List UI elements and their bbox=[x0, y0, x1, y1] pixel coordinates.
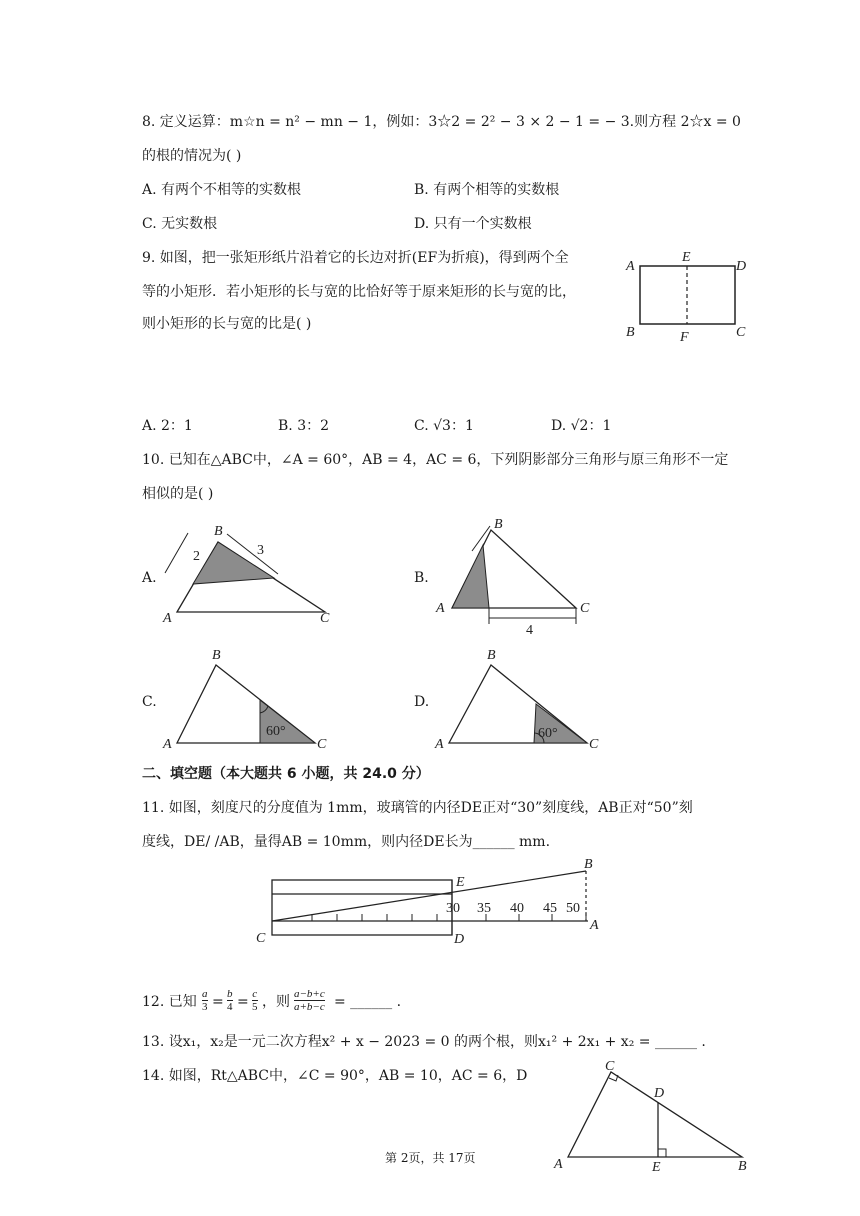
q10a-label-a: A bbox=[163, 611, 172, 626]
q12-expr-den: a+b−c bbox=[294, 1001, 325, 1013]
q10d-angle-label: 60° bbox=[538, 726, 558, 741]
q12-expression-fraction bbox=[294, 988, 325, 1013]
q9-option-c: C. √3：1 bbox=[414, 418, 474, 434]
q14-right-angle-e bbox=[658, 1149, 666, 1157]
q10c-angle-label: 60° bbox=[266, 724, 286, 739]
q14-stem: 14. 如图，Rt△ABC中，∠C = 90°，AB = 10，AC = 6，D bbox=[142, 1068, 528, 1084]
q10-stem-line1: 10. 已知在△ABC中，∠A = 60°，AB = 4，AC = 6，下列阴影部分三角形与原三角形不一定 bbox=[142, 452, 729, 468]
q9-label-a: A bbox=[626, 259, 635, 274]
q10d-label-a: A bbox=[435, 737, 444, 752]
q10b-label-b: B bbox=[494, 517, 503, 532]
q9-label-f: F bbox=[680, 330, 689, 345]
q11-ruler-figure bbox=[250, 854, 610, 950]
q10c-label-b: B bbox=[212, 648, 221, 663]
q10b-num-4: 4 bbox=[526, 623, 533, 638]
q11-tick-50: 50 bbox=[566, 901, 580, 916]
q12-frac-b-num: b bbox=[227, 988, 233, 1000]
q10-figure-d bbox=[432, 645, 612, 755]
q12-expr-num: a−b+c bbox=[294, 988, 325, 1000]
q9-label-b: B bbox=[626, 325, 635, 340]
q11-glass-tube bbox=[272, 880, 452, 935]
q10-option-d: D. bbox=[414, 694, 430, 710]
q9-option-a: A. 2：1 bbox=[142, 418, 193, 434]
q10c-label-c: C bbox=[317, 737, 327, 752]
section-fill-in-heading: 二、填空题（本大题共 6 小题，共 24.0 分） bbox=[142, 766, 430, 782]
q11-label-e: E bbox=[456, 875, 465, 890]
q14-triangle-figure bbox=[550, 1060, 770, 1176]
q8-option-a: A. 有两个不相等的实数根 bbox=[142, 182, 302, 198]
q8-option-d: D. 只有一个实数根 bbox=[414, 216, 532, 232]
q10a-num-2: 2 bbox=[193, 549, 200, 564]
q11-label-c: C bbox=[256, 931, 266, 946]
q11-label-a: A bbox=[590, 918, 599, 933]
q10-figure-a bbox=[160, 522, 340, 632]
q11-tick-35: 35 bbox=[477, 901, 491, 916]
q10b-shaded-triangle bbox=[452, 545, 489, 608]
q9-option-b: B. 3：2 bbox=[278, 418, 330, 434]
q11-stem-line2: 度线，DE/ /AB，量得AB = 10mm，则内径DE长为______ mm. bbox=[142, 834, 551, 850]
q12-frac-a-num: a bbox=[202, 988, 208, 1000]
q11-stem-line1: 11. 如图，刻度尺的分度值为 1mm，玻璃管的内径DE正对“30”刻度线，AB正对“50”刻 bbox=[142, 800, 693, 816]
q10-option-c: C. bbox=[142, 694, 157, 710]
q10a-num-3: 3 bbox=[257, 543, 264, 558]
q10-option-a: A. bbox=[142, 570, 157, 586]
q14-label-e: E bbox=[652, 1160, 661, 1175]
q10a-dimension-2 bbox=[165, 533, 188, 573]
q9-option-d: D. √2：1 bbox=[551, 418, 612, 434]
q12-fraction-c-over-5 bbox=[252, 988, 258, 1013]
q9-label-e: E bbox=[682, 250, 691, 265]
q11-label-b: B bbox=[584, 857, 593, 872]
q12-frac-a-den: 3 bbox=[202, 1001, 208, 1013]
q12-eq1: = bbox=[212, 994, 224, 1010]
q14-label-b: B bbox=[738, 1159, 747, 1174]
q9-rectangle-figure bbox=[620, 248, 760, 348]
q10c-label-a: A bbox=[163, 737, 172, 752]
q12-prefix: 12. 已知 bbox=[142, 994, 197, 1010]
q11-slope-line-cb bbox=[272, 871, 586, 921]
q9-label-d: D bbox=[736, 259, 747, 274]
q10-stem-line2: 相似的是( ) bbox=[142, 486, 214, 502]
q12-fraction-a-over-3 bbox=[202, 988, 208, 1013]
q9-label-c: C bbox=[736, 325, 746, 340]
q8-stem-line1: 8. 定义运算：m☆n = n² − mn − 1，例如：3☆2 = 2² − 3 × 2 − 1 = − 3.则方程 2☆x = 0 bbox=[142, 114, 741, 130]
q12-eq2: = bbox=[237, 994, 249, 1010]
q14-label-a: A bbox=[554, 1157, 563, 1172]
q10a-label-c: C bbox=[320, 611, 330, 626]
q8-option-c: C. 无实数根 bbox=[142, 216, 218, 232]
q10-option-b: B. bbox=[414, 570, 429, 586]
q12-then: ，则 bbox=[262, 994, 290, 1010]
q9-stem-line1: 9. 如图，把一张矩形纸片沿着它的长边对折(EF为折痕)，得到两个全 bbox=[142, 250, 569, 266]
q13-stem: 13. 设x₁，x₂是一元二次方程x² + x − 2023 = 0 的两个根，则x₁² + 2x₁ + x₂ = ______ . bbox=[142, 1034, 706, 1050]
q14-label-c: C bbox=[605, 1059, 615, 1074]
q11-tick-40: 40 bbox=[510, 901, 524, 916]
q10-figure-b bbox=[432, 514, 612, 638]
q12-frac-c-num: c bbox=[252, 988, 258, 1000]
q10b-label-c: C bbox=[580, 601, 590, 616]
q12-answer-blank: = ______ . bbox=[334, 994, 402, 1010]
q10b-label-a: A bbox=[436, 601, 445, 616]
q8-stem-line2: 的根的情况为( ) bbox=[142, 148, 242, 164]
q11-tick-45: 45 bbox=[543, 901, 557, 916]
q11-label-d: D bbox=[454, 932, 465, 947]
q12-frac-b-den: 4 bbox=[227, 1001, 233, 1013]
q10d-label-c: C bbox=[589, 737, 599, 752]
q10a-label-b: B bbox=[214, 524, 223, 539]
q8-option-b: B. 有两个相等的实数根 bbox=[414, 182, 560, 198]
q11-tick-30: 30 bbox=[446, 901, 460, 916]
q14-triangle-abc bbox=[568, 1072, 742, 1157]
q10d-label-b: B bbox=[487, 648, 496, 663]
q9-stem-line2: 等的小矩形．若小矩形的长与宽的比恰好等于原来矩形的长与宽的比， bbox=[142, 284, 576, 300]
q12-fraction-b-over-4 bbox=[227, 988, 233, 1013]
q10-figure-c bbox=[160, 645, 340, 755]
q14-label-d: D bbox=[654, 1086, 665, 1101]
q12-frac-c-den: 5 bbox=[252, 1001, 258, 1013]
q9-stem-line3: 则小矩形的长与宽的比是( ) bbox=[142, 316, 312, 332]
page-footer: 第 2页，共 17页 bbox=[385, 1151, 476, 1165]
